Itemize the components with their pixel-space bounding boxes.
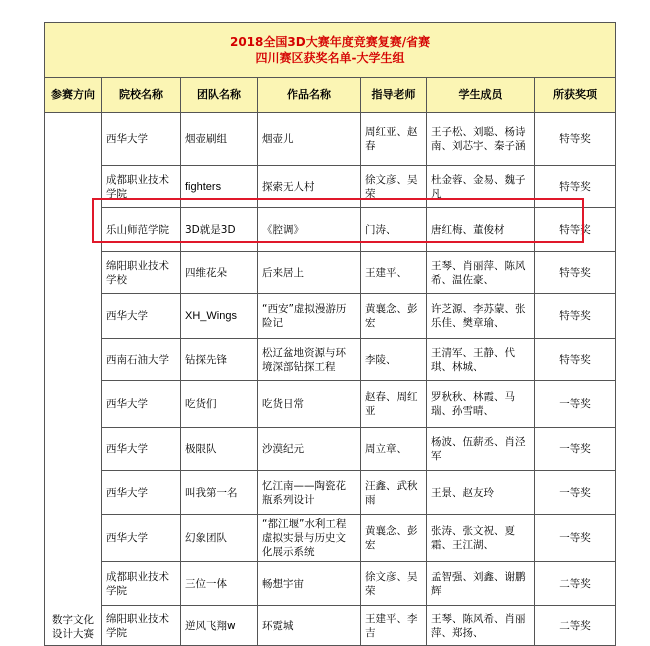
award-cell: 一等奖 bbox=[535, 515, 616, 562]
table-row bbox=[45, 339, 616, 381]
table-row bbox=[45, 166, 616, 208]
school-cell: 绵阳职业技术学院 bbox=[102, 606, 181, 646]
work-cell: 吃货日常 bbox=[258, 381, 361, 428]
school-cell: 成都职业技术学院 bbox=[102, 562, 181, 606]
award-cell: 特等奖 bbox=[535, 252, 616, 294]
school-cell: 西华大学 bbox=[102, 515, 181, 562]
award-cell: 特等奖 bbox=[535, 208, 616, 252]
work-cell: 探索无人村 bbox=[258, 166, 361, 208]
students-cell: 唐红梅、董俊材 bbox=[427, 208, 535, 252]
table-row bbox=[45, 515, 616, 562]
school-cell: 西华大学 bbox=[102, 471, 181, 515]
award-cell: 二等奖 bbox=[535, 562, 616, 606]
team-cell: 3D就是3D bbox=[181, 208, 258, 252]
school-cell: 西南石油大学 bbox=[102, 339, 181, 381]
table-row bbox=[45, 381, 616, 428]
team-cell: 叫我第一名 bbox=[181, 471, 258, 515]
students-cell: 王景、赵友玲 bbox=[427, 471, 535, 515]
students-cell: 王子松、刘聪、杨诗南、刘芯宇、秦子涵 bbox=[427, 113, 535, 166]
category-cell: 数字文化设计大赛 bbox=[45, 113, 102, 646]
work-cell: 松辽盆地资源与环境深部钻探工程 bbox=[258, 339, 361, 381]
students-cell: 张涛、张文祝、夏霜、王江湖、 bbox=[427, 515, 535, 562]
team-cell: 吃货们 bbox=[181, 381, 258, 428]
work-cell: 沙漠纪元 bbox=[258, 428, 361, 471]
award-cell: 一等奖 bbox=[535, 471, 616, 515]
school-cell: 西华大学 bbox=[102, 294, 181, 339]
work-cell: “都江堰”水利工程虚拟实景与历史文化展示系统 bbox=[258, 515, 361, 562]
table-row bbox=[45, 113, 616, 166]
students-cell: 杨波、伍薪丞、肖泾军 bbox=[427, 428, 535, 471]
work-cell: 《腔调》 bbox=[258, 208, 361, 252]
team-cell: 烟壶刷组 bbox=[181, 113, 258, 166]
teacher-cell: 黄襄念、彭宏 bbox=[361, 515, 427, 562]
award-cell: 特等奖 bbox=[535, 339, 616, 381]
teacher-cell: 黄襄念、彭宏 bbox=[361, 294, 427, 339]
students-cell: 孟智强、刘鑫、谢鹏辉 bbox=[427, 562, 535, 606]
teacher-cell: 徐文彦、吴荣 bbox=[361, 166, 427, 208]
work-cell: 忆江南——陶瓷花瓶系列设计 bbox=[258, 471, 361, 515]
header-row bbox=[45, 78, 616, 113]
teacher-cell: 王建平、 bbox=[361, 252, 427, 294]
award-table bbox=[44, 22, 616, 646]
award-cell: 特等奖 bbox=[535, 166, 616, 208]
teacher-cell: 周红亚、赵春 bbox=[361, 113, 427, 166]
work-cell: 畅想宇宙 bbox=[258, 562, 361, 606]
award-cell: 特等奖 bbox=[535, 294, 616, 339]
team-cell: 幻象团队 bbox=[181, 515, 258, 562]
students-cell: 许芝源、李苏蒙、张乐佳、樊章瑜、 bbox=[427, 294, 535, 339]
header-teacher: 指导老师 bbox=[361, 78, 427, 113]
work-cell: 后来居上 bbox=[258, 252, 361, 294]
teacher-cell: 汪鑫、武秋雨 bbox=[361, 471, 427, 515]
team-cell: 极限队 bbox=[181, 428, 258, 471]
table-row bbox=[45, 606, 616, 646]
header-school: 院校名称 bbox=[102, 78, 181, 113]
school-cell: 乐山师范学院 bbox=[102, 208, 181, 252]
school-cell: 成都职业技术学院 bbox=[102, 166, 181, 208]
teacher-cell: 徐文彦、吴荣 bbox=[361, 562, 427, 606]
students-cell: 王琴、肖丽萍、陈风希、温佐豪、 bbox=[427, 252, 535, 294]
school-cell: 绵阳职业技术学校 bbox=[102, 252, 181, 294]
school-cell: 西华大学 bbox=[102, 113, 181, 166]
teacher-cell: 赵春、周红亚 bbox=[361, 381, 427, 428]
students-cell: 王琴、陈风希、肖丽萍、郑扬、 bbox=[427, 606, 535, 646]
teacher-cell: 王建平、李吉 bbox=[361, 606, 427, 646]
table-row bbox=[45, 294, 616, 339]
award-cell: 一等奖 bbox=[535, 381, 616, 428]
school-cell: 西华大学 bbox=[102, 381, 181, 428]
work-cell: 烟壶儿 bbox=[258, 113, 361, 166]
award-cell: 特等奖 bbox=[535, 113, 616, 166]
title-row bbox=[45, 23, 616, 78]
students-cell: 王清军、王静、代琪、林城、 bbox=[427, 339, 535, 381]
header-work: 作品名称 bbox=[258, 78, 361, 113]
table-row bbox=[45, 208, 616, 252]
table-row bbox=[45, 562, 616, 606]
teacher-cell: 李陵、 bbox=[361, 339, 427, 381]
header-team: 团队名称 bbox=[181, 78, 258, 113]
title-line-2: 四川赛区获奖名单-大学生组 bbox=[255, 51, 405, 65]
team-cell: 钻探先锋 bbox=[181, 339, 258, 381]
table-row bbox=[45, 471, 616, 515]
header-direction: 参赛方向 bbox=[45, 78, 102, 113]
team-cell: 逆风飞翔w bbox=[181, 606, 258, 646]
teacher-cell: 门涛、 bbox=[361, 208, 427, 252]
team-cell: 三位一体 bbox=[181, 562, 258, 606]
team-cell: fighters bbox=[181, 166, 258, 208]
students-cell: 杜金蓉、金易、魏子凡 bbox=[427, 166, 535, 208]
header-award: 所获奖项 bbox=[535, 78, 616, 113]
table-row bbox=[45, 428, 616, 471]
teacher-cell: 周立章、 bbox=[361, 428, 427, 471]
award-cell: 二等奖 bbox=[535, 606, 616, 646]
team-cell: 四维花朵 bbox=[181, 252, 258, 294]
work-cell: “西安”虚拟漫游历险记 bbox=[258, 294, 361, 339]
header-students: 学生成员 bbox=[427, 78, 535, 113]
work-cell: 环霓城 bbox=[258, 606, 361, 646]
school-cell: 西华大学 bbox=[102, 428, 181, 471]
team-cell: XH_Wings bbox=[181, 294, 258, 339]
award-cell: 一等奖 bbox=[535, 428, 616, 471]
table-title bbox=[45, 23, 616, 78]
title-line-1: 2018全国3D大赛年度竞赛复赛/省赛 bbox=[229, 35, 431, 49]
table-row bbox=[45, 252, 616, 294]
students-cell: 罗秋秋、林霞、马瑞、孙雪晴、 bbox=[427, 381, 535, 428]
